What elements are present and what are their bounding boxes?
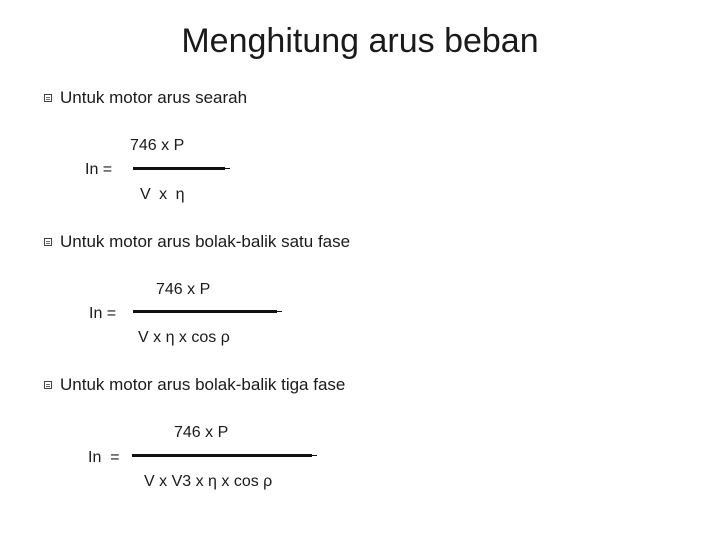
fraction-bar	[133, 310, 277, 313]
bullet-square-icon	[44, 381, 52, 389]
formula-lhs: In =	[89, 305, 117, 322]
formula-lhs: In =	[85, 161, 113, 178]
bullet-square-icon	[44, 238, 52, 246]
bullet-single-phase-motor	[44, 232, 350, 252]
slide-title: Menghitung arus beban	[181, 22, 539, 60]
bullet-square-icon	[44, 94, 52, 102]
formula-numerator: 746 x P	[130, 137, 185, 154]
formula-denominator: V x η x cos ρ	[138, 329, 230, 346]
bullet-label: Untuk motor arus searah	[60, 88, 248, 107]
fraction-bar	[133, 167, 225, 170]
formula-numerator: 746 x P	[174, 424, 229, 441]
bullet-label: Untuk motor arus bolak-balik satu fase	[60, 232, 351, 251]
formula-lhs: In =	[88, 449, 120, 466]
bullet-label: Untuk motor arus bolak-balik tiga fase	[60, 375, 346, 394]
fraction-bar	[132, 454, 312, 457]
formula-denominator: V x η	[140, 186, 187, 203]
formula-numerator: 746 x P	[156, 281, 211, 298]
formula-denominator: V x V3 x η x cos ρ	[144, 473, 273, 490]
bullet-three-phase-motor	[44, 375, 345, 395]
bullet-dc-motor	[44, 88, 247, 108]
